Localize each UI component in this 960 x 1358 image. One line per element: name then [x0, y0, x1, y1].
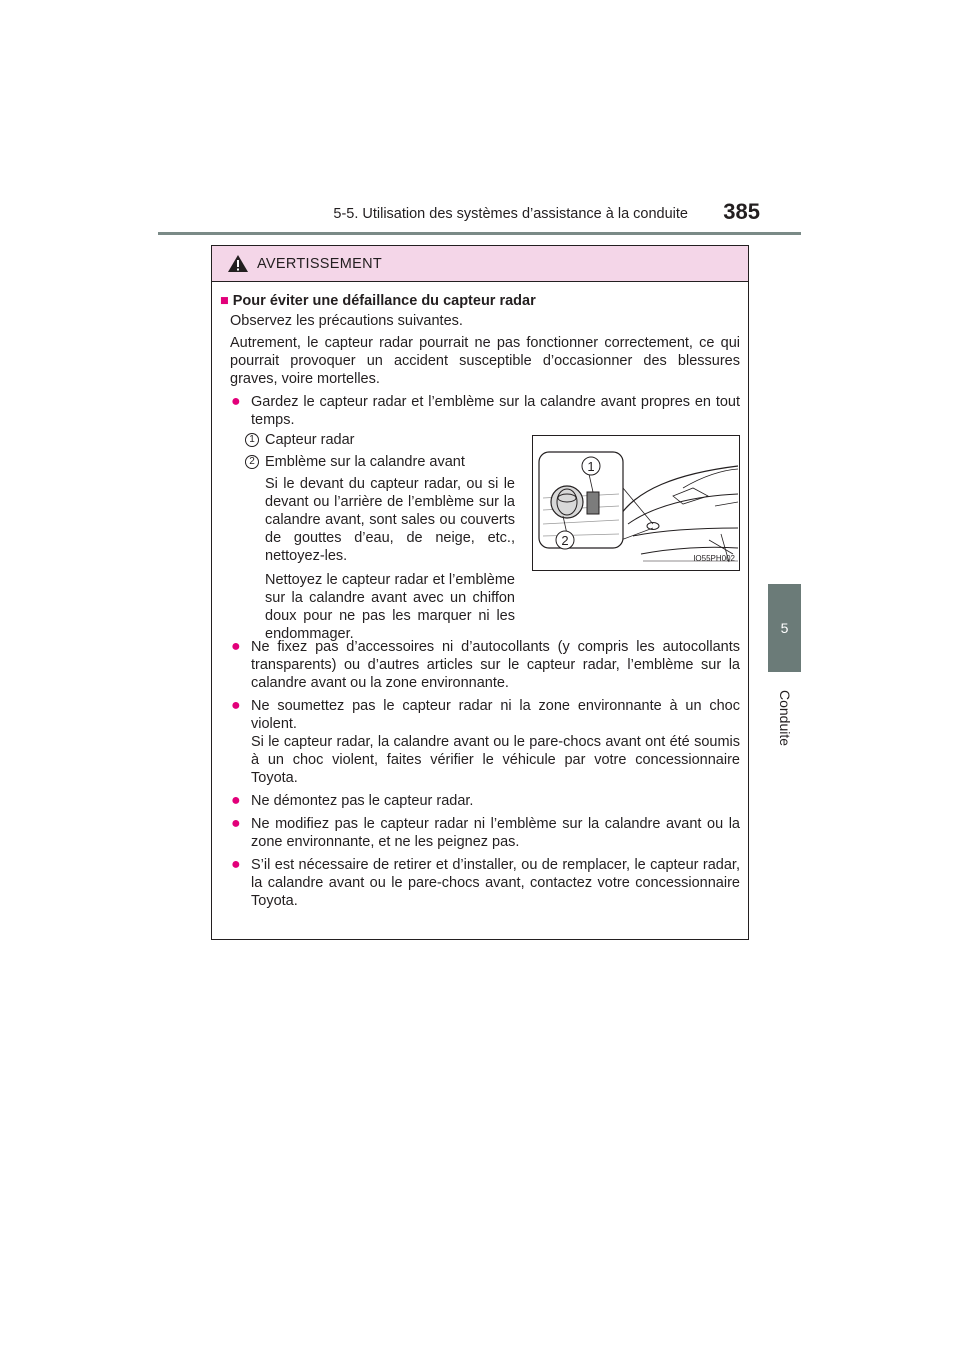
chapter-label: Conduite	[777, 689, 793, 747]
figure-area	[220, 431, 740, 642]
figure-description: Si le devant du capteur radar, ou si le devant ou l’arrière de l’emblème sur la calandre avant, sont sales ou couverts de gouttes d’eau, de neige, etc., nettoyez-les.	[265, 476, 515, 564]
figure-id: IO55PH002	[693, 554, 735, 563]
bullet-dot-icon: ●	[231, 792, 241, 809]
bullet-dot-icon: ●	[231, 815, 241, 832]
radar-figure	[532, 435, 740, 571]
running-header-section: 5-5. Utilisation des systèmes d’assistance à la conduite	[333, 206, 688, 222]
warning-title: ■ Pour éviter une défaillance du capteur radar	[220, 293, 536, 309]
number-circle: 2	[245, 455, 259, 469]
chapter-tab	[768, 584, 801, 672]
bullet-dot-icon: ●	[231, 856, 241, 873]
header-rule	[158, 232, 801, 235]
warning-triangle-icon	[227, 254, 249, 273]
warning-box	[211, 245, 749, 940]
numbered-item: 2 Emblème sur la calandre avant	[242, 453, 515, 471]
warning-header	[212, 246, 748, 282]
warning-intro: Observez les précautions suivantes.	[230, 313, 463, 329]
bullet-dot-icon: ●	[231, 393, 241, 410]
warning-body	[212, 282, 748, 910]
number-circle: 1	[245, 433, 259, 447]
bullet-item: ● Ne soumettez pas le capteur radar ni la zone environnante à un choc violent. Si le capteur radar, la calandre avant ou le pare-chocs avant ont été soumis à un choc violent, faites vérifier le véhicule par votre concessionnaire Toyota.	[231, 697, 740, 786]
numbered-item: 1 Capteur radar	[242, 431, 515, 449]
square-bullet-icon: ■	[220, 293, 229, 309]
bullet-item: ● Ne modifiez pas le capteur radar ni l’emblème sur la calandre avant ou la zone environnante, et ne les peignez pas.	[231, 815, 740, 850]
warning-label: AVERTISSEMENT	[257, 255, 383, 272]
bullet-item: ● Ne fixez pas d’accessoires ni d’autocollants (y compris les autocollants transparents) ou d’autres articles sur le capteur radar, l’emblème sur la calandre avant ou la zone environnante.	[231, 638, 740, 691]
bullet-dot-icon: ●	[231, 638, 241, 655]
figure-text	[242, 431, 515, 643]
bullet-dot-icon: ●	[231, 697, 241, 714]
bullet-item: ● Gardez le capteur radar et l’emblème sur la calandre avant propres en tout temps.	[231, 393, 740, 428]
callout-2: 2	[561, 533, 569, 548]
bullet-item: ● Ne démontez pas le capteur radar.	[231, 792, 474, 809]
page-number: 385	[723, 199, 760, 224]
warning-paragraph: Autrement, le capteur radar pourrait ne pas fonctionner correctement, ce qui pourrait provoquer un accident susceptible d’occasionner des blessures graves, voire mortelles.	[230, 335, 740, 387]
callout-1: 1	[587, 459, 595, 474]
chapter-number: 5	[780, 620, 789, 636]
figure-description: Nettoyez le capteur radar et l’emblème sur la calandre avant avec un chiffon doux pour ne pas les marquer ni les endommager.	[265, 572, 515, 642]
bullet-item: ● S’il est nécessaire de retirer et d’installer, ou de remplacer, le capteur radar, la calandre avant ou le pare-chocs avant, contactez votre concessionnaire Toyota.	[231, 856, 740, 909]
